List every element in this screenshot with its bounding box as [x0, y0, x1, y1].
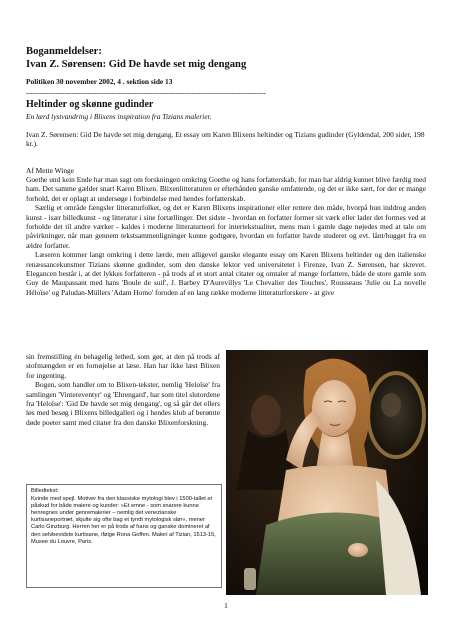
article-body-column	[26, 352, 220, 427]
article-heading: Heltinder og skønne gudinder	[26, 99, 154, 110]
document-title	[26, 45, 426, 71]
paragraph: Læseren kommer langt omkring i dette lærde, men alligevel ganske elegante essay om Karen Blixens heltinder og den italienske renæssancekunstner Tizians skønne gudinder, som den danske lektor ved universitetet i Firenze, Ivan Z. Sørensen, har skrevet. Elegancen består i, at det lykkes forfatteren - på trods af et stort antal citater og omtaler af mange forfattere, både de store gamle som Guy de Maupassant med hans 'Boule de suif', J. Barbey D'Aurevillys 'Le Chevalier des Touches', Rousseaus 'Julie ou La novelle Héloïse' og Paludan-Müllers 'Adam Homo' foruden af en lang række moderne litteraturforskere - at give	[26, 250, 426, 297]
author-byline: Af Mette Winge	[26, 166, 75, 175]
article-body	[26, 175, 426, 297]
paragraph: sin fremstilling én behagelig lethed, som gør, at den på trods af stofmængden er en fornøjelse at læse. Han har ikke læst Blixen for ingenting.	[26, 352, 220, 380]
paragraph: Goethe und kein Ende har man sagt om forskningen omkring Goethe og hans forfatterskab, for man har aldrig kunnet blive færdig med ham. Det samme gælder snart Karen Blixen. Blixenlitteraturen er efterhånden ganske omfattende, og det er ikke sært, for der er mange forhold, det er oplagt at undersøge i forbindelse med hendes forfatterskab.	[26, 175, 426, 203]
title-line-2: Ivan Z. Sørensen: Gid De havde set mig dengang	[26, 59, 247, 70]
article-subheading: En lærd lystvandring i Blixens inspiration fra Tizians malerier.	[26, 112, 212, 121]
title-line-1: Boganmeldelser:	[26, 46, 102, 57]
book-info: Ivan Z. Sørensen: Gid De havde set mig dengang. Et essay om Karen Blixens heltinder og Tizians gudinder (Gyldendal, 200 sider, 198 kr.).	[26, 130, 425, 149]
image-caption-box	[26, 484, 222, 588]
caption-title: Billedtekst:	[31, 488, 59, 494]
caption-text: Kvinde med spejl. Motiver fra den klassiske mytologi blev i 1500-tallet et påskud for både malere og kunder: »Et emne - som snarere kunne henregnes under genremalerier – nemlig det venezianske kurtisaneportræt, skjulte sig ofte bag et tyndt mytologisk slør«, mener Carlo Ginzburg. Herren her er på trods af hans og ganske domineret af den selvbevidste kurtisane, ifølge Rona Goffen. Maleri af Tizian, 1513-15, Musee du Louvre, Paris.	[31, 496, 216, 545]
paragraph: Særlig et område fængsler litteraturfolket, og det er Karen Blixens inspirationer eller rettere den måde, hvorpå hun inddrog anden kunst - især billedkunst - og litteratur i sine fortællinger. Det sidste - hvordan en forfatter former sit værk eller lader det formes ved at forholde det til andre værker - kaldes i moderne litteraturteori for intertekstualitet, mens man i gamle dage nøjedes med at tale om påvirkninger, når man gennem tekstsammenligninger kunne godtgøre, hvordan en forfatter havde studeret og evt. lånt/hugget fra en ældre forfatter.	[26, 203, 426, 250]
publication-meta: Politiken 30 november 2002, 4 . sektion side 13	[26, 77, 173, 86]
paragraph: Bogen, som handler om to Blixen-tekster, nemlig 'Heloïse' fra samlingen 'Vintereventyr' og 'Ehrengard', har som titel slutordene fra 'Heloïse': 'Gid De havde set mig dengang', og så går det ellers løs med besøg i Blixens billedgalleri og i hendes klub af berømte døde poeter samt med citater fra den danske Blixenforskning.	[26, 380, 220, 427]
painting-image	[226, 350, 428, 595]
page-number: 1	[224, 601, 228, 610]
dashed-rule: ----------------------------------------------------------------------------------------------------------	[26, 88, 266, 97]
